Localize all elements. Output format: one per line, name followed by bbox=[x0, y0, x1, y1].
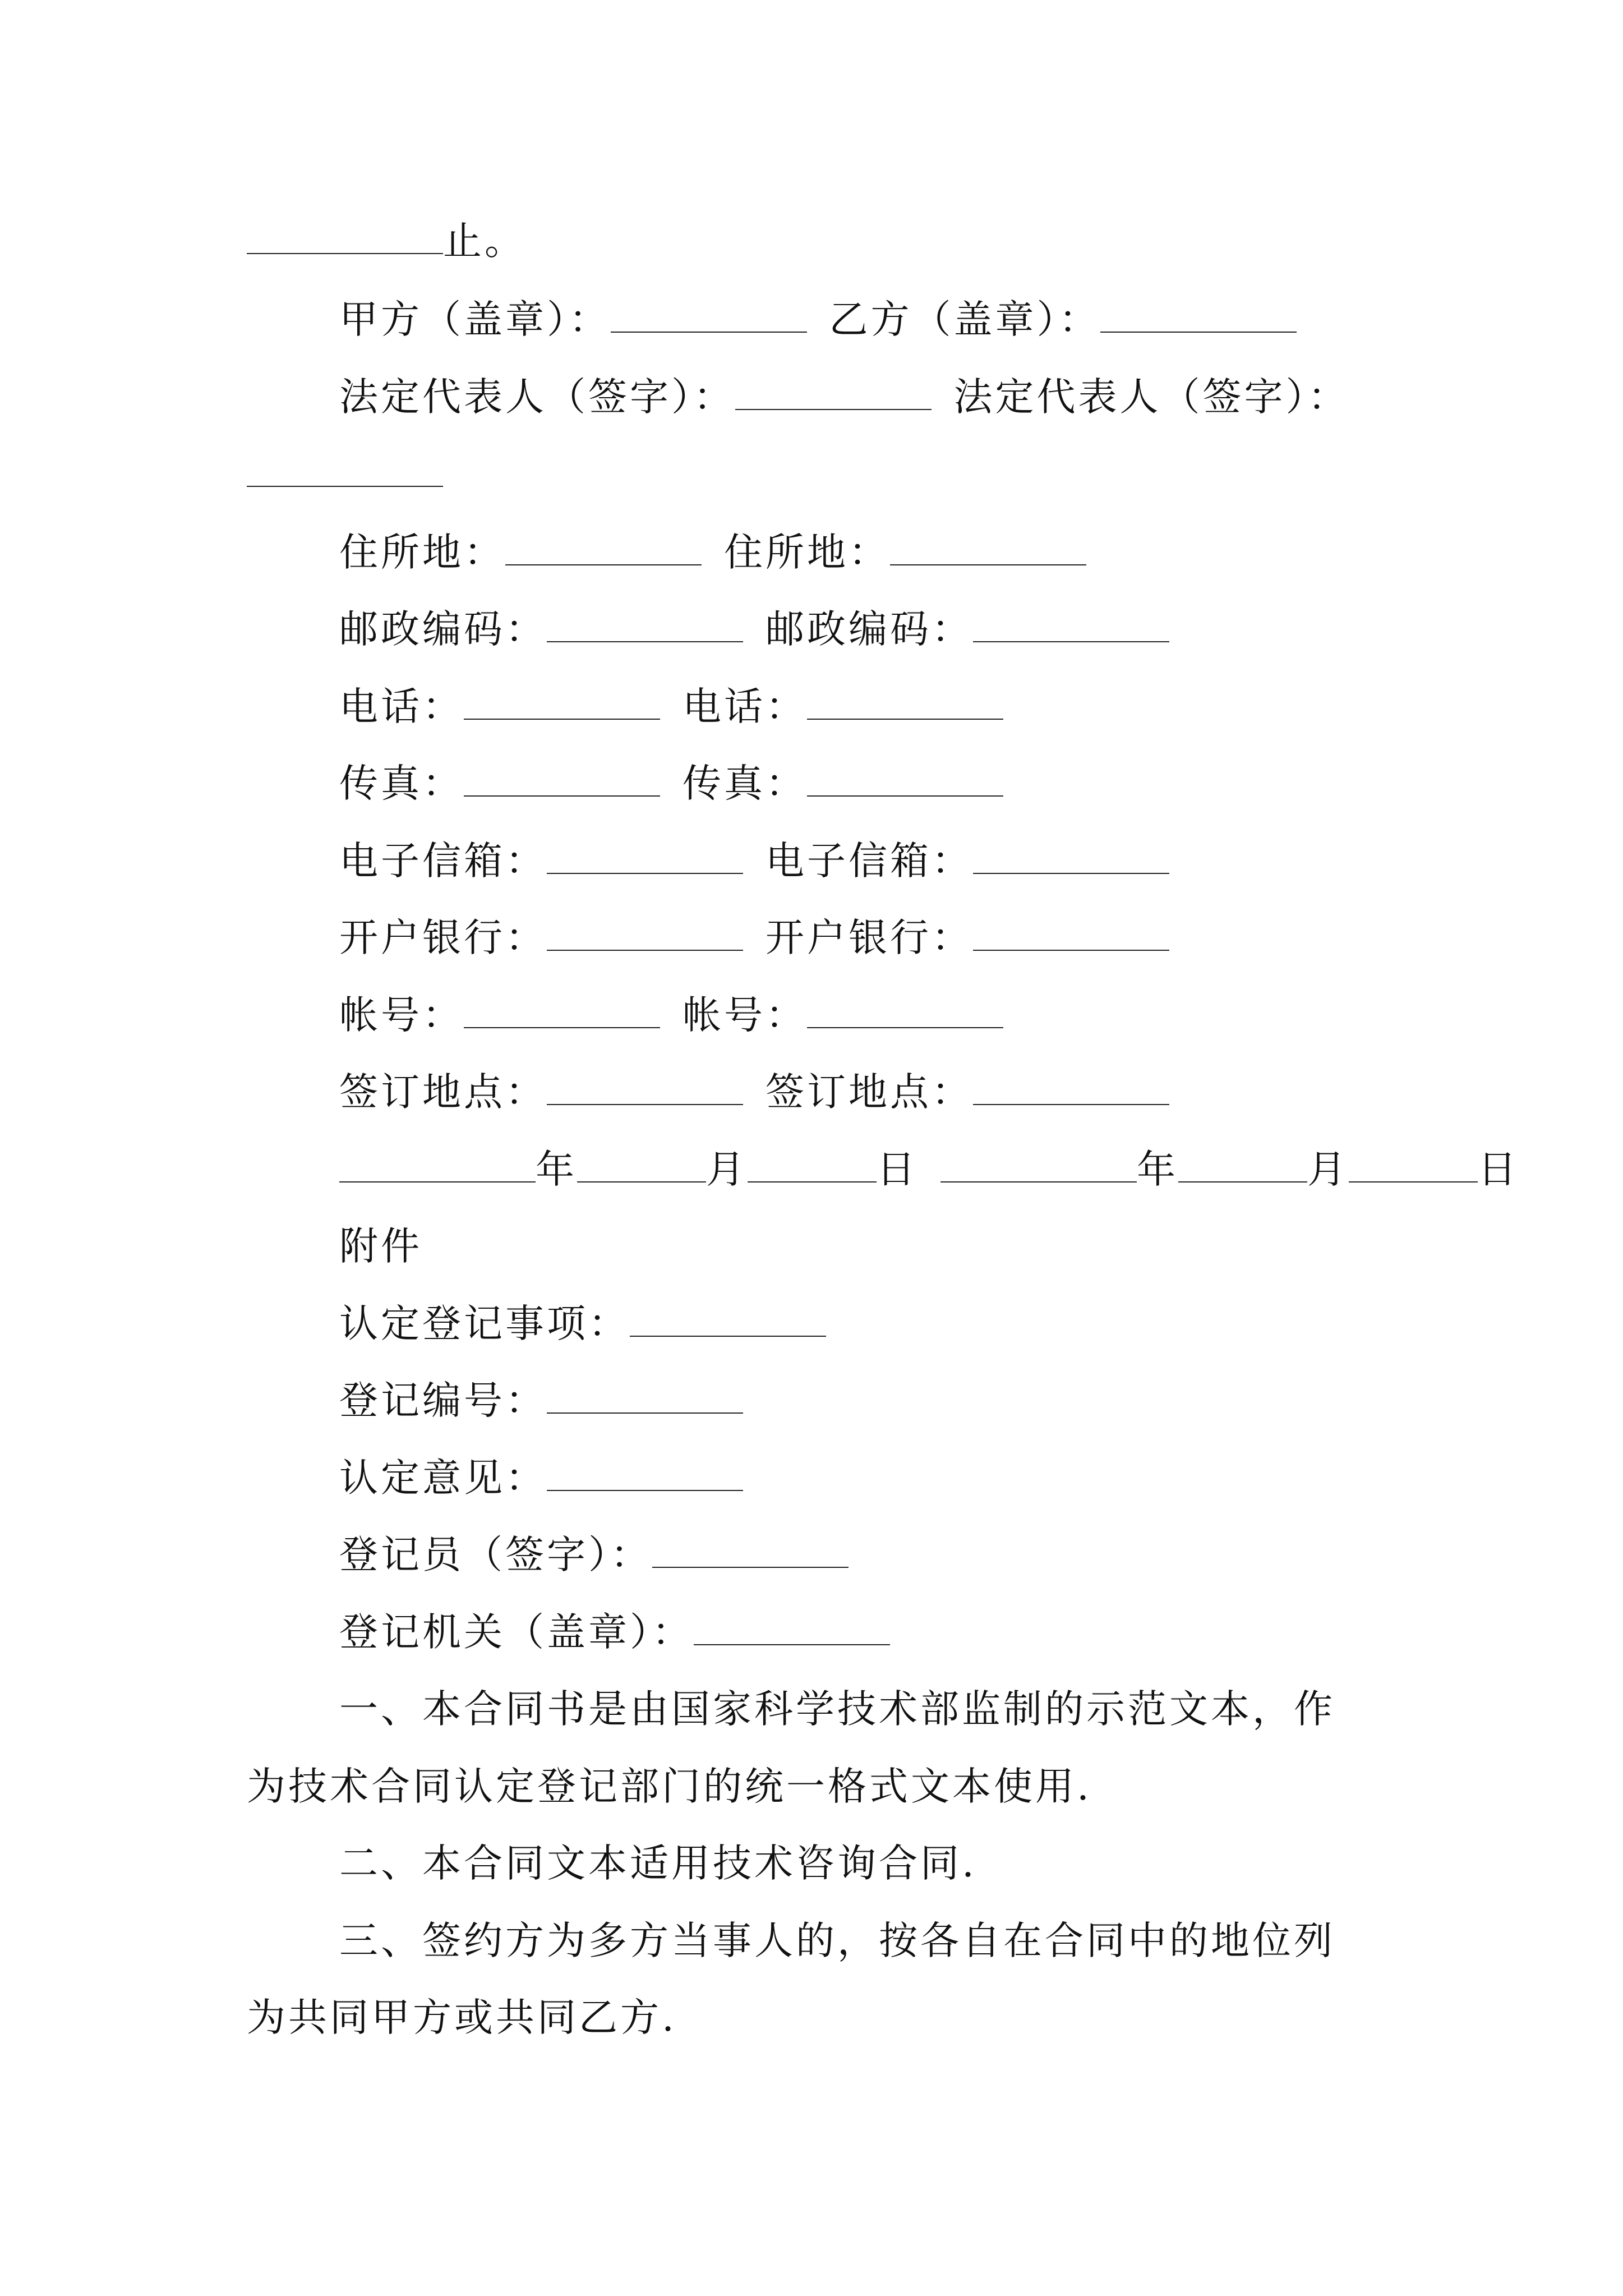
year-blank[interactable] bbox=[940, 1147, 1137, 1182]
attachment-item-blank[interactable] bbox=[694, 1609, 890, 1645]
field-row-phone bbox=[339, 679, 1003, 735]
field-b-blank[interactable] bbox=[890, 530, 1086, 565]
note-2: 二、本合同文本适用技术咨询合同. bbox=[339, 1841, 977, 1886]
attachment-title: 附件 bbox=[339, 1224, 422, 1269]
attachment-item-label: 登记机关（盖章）： bbox=[339, 1610, 694, 1655]
attachment-item-label: 认定意见： bbox=[339, 1456, 547, 1501]
party-a-seal-label: 甲方（盖章）： bbox=[339, 297, 611, 342]
field-a-blank[interactable] bbox=[464, 992, 660, 1028]
legal-rep-a-blank[interactable] bbox=[735, 374, 932, 410]
note-3-line-1: 三、签约方为多方当事人的，按各自在合同中的地位列 bbox=[339, 1918, 1335, 1963]
day-blank[interactable] bbox=[748, 1147, 877, 1182]
field-a-label: 帐号： bbox=[339, 993, 464, 1038]
field-b-blank[interactable] bbox=[807, 992, 1003, 1028]
field-b-blank[interactable] bbox=[973, 915, 1169, 951]
note-1-line-2: 为技术合同认定登记部门的统一格式文本使用. bbox=[247, 1764, 1092, 1809]
attachment-item-label: 登记编号： bbox=[339, 1378, 547, 1423]
party-b-seal-label: 乙方（盖章）： bbox=[829, 297, 1100, 342]
legal-rep-b-row bbox=[247, 446, 443, 502]
field-b-label: 电子信箱： bbox=[766, 839, 973, 884]
continuation-text: 止。 bbox=[443, 219, 526, 264]
field-b-blank[interactable] bbox=[973, 1069, 1169, 1105]
attachment-item-blank[interactable] bbox=[547, 1378, 743, 1414]
field-b-blank[interactable] bbox=[807, 761, 1003, 797]
day-label: 日 bbox=[1478, 1147, 1519, 1192]
note-1-line-1: 一、本合同书是由国家科学技术部监制的示范文本，作 bbox=[339, 1687, 1335, 1732]
field-a-label: 邮政编码： bbox=[339, 607, 547, 652]
field-a-blank[interactable] bbox=[464, 761, 660, 797]
attachment-item-blank[interactable] bbox=[652, 1532, 849, 1568]
field-a-blank[interactable] bbox=[547, 1069, 743, 1105]
attachment-item-blank[interactable] bbox=[630, 1301, 826, 1337]
blank-field[interactable] bbox=[247, 218, 443, 254]
field-a-blank[interactable] bbox=[547, 606, 743, 642]
field-row-address bbox=[339, 524, 1086, 581]
seal-row bbox=[339, 292, 1297, 348]
month-blank[interactable] bbox=[577, 1147, 706, 1182]
field-a-label: 电子信箱： bbox=[339, 839, 547, 884]
field-row-email bbox=[339, 833, 1169, 889]
note-3-line-2: 为共同甲方或共同乙方. bbox=[247, 1995, 677, 2040]
field-b-label: 传真： bbox=[683, 761, 807, 806]
field-b-label: 邮政编码： bbox=[766, 607, 973, 652]
attachment-item bbox=[339, 1296, 826, 1352]
legal-rep-a-label: 法定代表人（签字）： bbox=[339, 375, 735, 420]
field-a-label: 住所地： bbox=[339, 530, 505, 575]
day-blank[interactable] bbox=[1349, 1147, 1478, 1182]
attachment-item bbox=[339, 1527, 849, 1583]
legal-rep-b-blank[interactable] bbox=[247, 451, 443, 487]
month-label: 月 bbox=[706, 1147, 748, 1192]
attachment-item bbox=[339, 1450, 743, 1506]
field-a-blank[interactable] bbox=[464, 684, 660, 720]
field-b-blank[interactable] bbox=[973, 606, 1169, 642]
year-blank[interactable] bbox=[339, 1147, 536, 1182]
year-label: 年 bbox=[536, 1147, 577, 1192]
field-a-blank[interactable] bbox=[547, 915, 743, 951]
month-blank[interactable] bbox=[1178, 1147, 1307, 1182]
field-b-label: 签订地点： bbox=[766, 1070, 973, 1115]
legal-rep-row bbox=[339, 369, 1349, 425]
field-a-label: 电话： bbox=[339, 684, 464, 729]
party-b-seal-blank[interactable] bbox=[1100, 297, 1297, 333]
attachment-item-label: 认定登记事项： bbox=[339, 1301, 630, 1346]
field-row-postcode bbox=[339, 601, 1169, 657]
date-row bbox=[339, 1142, 1519, 1198]
continuation-line bbox=[247, 213, 526, 269]
attachment-item-label: 登记员（签字）： bbox=[339, 1533, 652, 1577]
field-b-blank[interactable] bbox=[807, 684, 1003, 720]
attachment-item bbox=[339, 1373, 743, 1429]
field-row-fax bbox=[339, 756, 1003, 812]
field-row-account bbox=[339, 987, 1003, 1043]
day-label: 日 bbox=[877, 1147, 918, 1192]
party-a-seal-blank[interactable] bbox=[611, 297, 807, 333]
field-a-blank[interactable] bbox=[505, 530, 702, 565]
field-row-signing-place bbox=[339, 1064, 1169, 1120]
field-b-label: 住所地： bbox=[724, 530, 890, 575]
field-a-label: 签订地点： bbox=[339, 1070, 547, 1115]
legal-rep-b-label: 法定代表人（签字）： bbox=[953, 375, 1349, 420]
field-a-label: 开户银行： bbox=[339, 915, 547, 960]
field-b-label: 电话： bbox=[683, 684, 807, 729]
field-row-bank bbox=[339, 910, 1169, 966]
year-label: 年 bbox=[1137, 1147, 1178, 1192]
field-b-label: 帐号： bbox=[683, 993, 807, 1038]
attachment-item-blank[interactable] bbox=[547, 1455, 743, 1491]
field-a-blank[interactable] bbox=[547, 838, 743, 874]
field-b-label: 开户银行： bbox=[766, 915, 973, 960]
field-b-blank[interactable] bbox=[973, 838, 1169, 874]
field-a-label: 传真： bbox=[339, 761, 464, 806]
month-label: 月 bbox=[1307, 1147, 1349, 1192]
attachment-item bbox=[339, 1604, 890, 1660]
